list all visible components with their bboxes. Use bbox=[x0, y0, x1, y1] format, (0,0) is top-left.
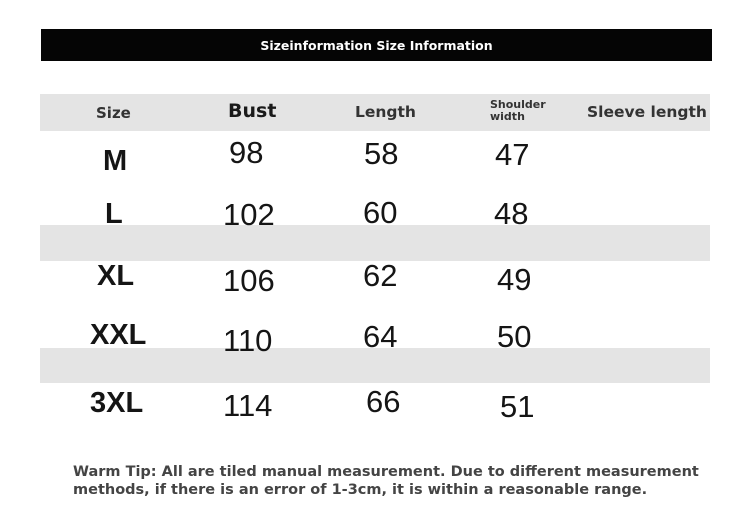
length-cell: 62 bbox=[363, 258, 398, 293]
header-shoulder-line1: Shoulder bbox=[490, 98, 546, 111]
bust-cell: 98 bbox=[229, 135, 264, 170]
header-shoulder-width bbox=[490, 99, 546, 123]
shoulder-cell: 49 bbox=[497, 262, 532, 297]
bust-cell: 102 bbox=[223, 197, 275, 232]
length-cell: 60 bbox=[363, 195, 398, 230]
size-cell: L bbox=[105, 198, 123, 230]
bust-cell: 114 bbox=[223, 388, 273, 423]
shoulder-cell: 50 bbox=[497, 319, 532, 354]
size-cell: XXL bbox=[90, 319, 147, 351]
length-cell: 66 bbox=[366, 384, 401, 419]
shoulder-cell: 47 bbox=[495, 137, 530, 172]
size-cell: XL bbox=[97, 260, 135, 292]
bust-cell: 110 bbox=[223, 323, 273, 358]
header-shoulder-line2: width bbox=[490, 110, 525, 123]
length-cell: 64 bbox=[363, 319, 398, 354]
size-cell: 3XL bbox=[90, 387, 144, 419]
header-sleeve-length: Sleeve length bbox=[587, 103, 707, 121]
length-cell: 58 bbox=[364, 136, 399, 171]
size-cell: M bbox=[103, 145, 128, 177]
bust-cell: 106 bbox=[223, 263, 275, 298]
shoulder-cell: 51 bbox=[500, 389, 535, 424]
table-title-bar bbox=[41, 29, 712, 61]
shoulder-cell: 48 bbox=[494, 196, 529, 231]
header-bust: Bust bbox=[228, 100, 277, 122]
header-size: Size bbox=[96, 104, 131, 122]
header-length: Length bbox=[355, 103, 416, 121]
table-title: Sizeinformation Size Information bbox=[260, 37, 493, 53]
warm-tip-note: Warm Tip: All are tiled manual measurement. Due to different measurement methods, if there is an error of 1-3cm, it is within a reasonable range. bbox=[73, 464, 699, 498]
